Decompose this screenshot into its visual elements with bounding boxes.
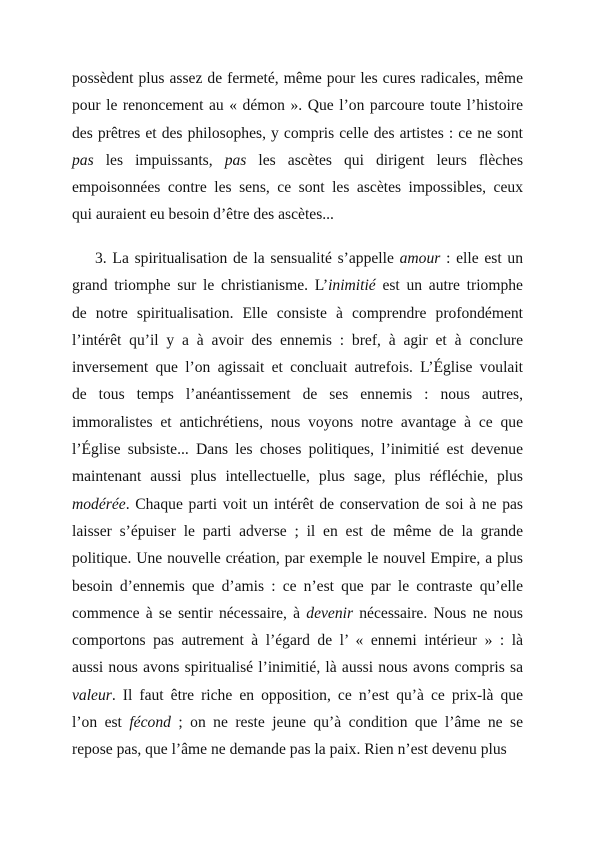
text-line: [72, 409, 523, 436]
text-run: : elle est un: [440, 250, 523, 267]
text-run: l’intérêt qu’il y a à avoir des ennemis : bref, à agir et à conclure: [72, 331, 523, 349]
text-line: [72, 573, 523, 600]
text-run: commence à se sentir nécessaire, à: [72, 604, 307, 622]
text-line: [72, 120, 523, 147]
text-run: maintenant aussi plus intellectuelle, plus sage, plus réfléchie, plus: [72, 468, 523, 486]
text-line: [72, 381, 523, 408]
emphasis-text: devenir: [306, 604, 354, 622]
emphasis-text: amour: [399, 250, 441, 267]
emphasis-text: inimitié: [328, 277, 376, 295]
text-run: de tous temps l’anéantissement de ses ennemis : nous autres,: [72, 386, 523, 404]
text-run: laisser s’épuiser le parti adverse ; il en est de même de la grande: [72, 522, 523, 540]
text-line: [72, 147, 523, 174]
text-run: empoisonnées contre les sens, ce sont les ascètes impossibles, ceux: [72, 179, 523, 197]
text-line: [72, 354, 523, 381]
text-run: repose pas, que l’âme ne demande pas la paix. Rien n’est devenu plus: [72, 741, 507, 759]
text-line: [72, 92, 523, 119]
text-line: [72, 245, 523, 272]
text-line: [72, 300, 523, 327]
text-run: immoralistes et antichrétiens, nous voyons notre avantage à ce que: [72, 413, 523, 431]
text-line: [72, 736, 523, 763]
text-line: [72, 201, 523, 228]
text-line: [72, 463, 523, 490]
text-run: inversement que l’on agissait et concluait autrefois. L’Église voulait: [72, 359, 523, 377]
emphasis-text: fécond: [129, 714, 171, 732]
text-run: aussi nous avons spiritualisé l’inimitié, là aussi nous avons compris sa: [72, 659, 523, 677]
emphasis-text: pas: [72, 151, 94, 169]
text-line: [72, 600, 523, 627]
text-line: [72, 654, 523, 681]
text-line: [72, 436, 523, 463]
text-line: [72, 709, 523, 736]
text-line: [72, 491, 523, 518]
text-line: [72, 545, 523, 572]
emphasis-text: valeur: [72, 686, 112, 704]
text-run: l’on est: [72, 714, 130, 732]
text-line: [72, 174, 523, 201]
text-line: [72, 272, 523, 299]
paragraph-1: [72, 65, 523, 229]
text-run: l’Église subsiste... Dans les choses politiques, l’inimitié est devenue: [72, 441, 523, 459]
text-run: les impuissants,: [93, 151, 225, 169]
paragraph-2: [72, 245, 523, 764]
text-run: est un autre triomphe: [375, 277, 523, 295]
text-line: [72, 327, 523, 354]
text-run: ; on ne reste jeune qu’à condition que l’âme ne se: [170, 714, 523, 732]
text-run: de notre spiritualisation. Elle consiste à comprendre profondément: [72, 304, 523, 322]
emphasis-text: modérée: [72, 495, 126, 513]
text-run: . Il faut être riche en opposition, ce n’est qu’à ce prix-là que: [111, 686, 523, 704]
text-run: comportons pas autrement à l’égard de l’ « ennemi intérieur » : là: [72, 632, 523, 650]
text-line: [72, 627, 523, 654]
text-run: pour le renoncement au « démon ». Que l’on parcoure toute l’histoire: [72, 97, 523, 115]
text-run: politique. Une nouvelle création, par exemple le nouvel Empire, a plus: [72, 550, 523, 568]
text-run: grand triomphe sur le christianisme. L’: [72, 277, 329, 295]
text-run: possèdent plus assez de fermeté, même pour les cures radicales, même: [72, 70, 523, 87]
emphasis-text: pas: [224, 151, 247, 169]
text-run: des prêtres et des philosophes, y compris celle des artistes : ce ne sont: [72, 124, 523, 142]
text-run: . Chaque parti voit un intérêt de conservation de soi à ne pas: [125, 495, 523, 513]
text-run: les ascètes qui dirigent leurs flèches: [246, 151, 524, 169]
text-run: 3. La spiritualisation de la sensualité s’appelle: [95, 250, 400, 267]
text-run: nécessaire. Nous ne nous: [353, 604, 523, 622]
text-line: [72, 682, 523, 709]
text-run: besoin d’ennemis que d’amis : ce n’est que par le contraste qu’elle: [72, 577, 523, 595]
text-run: qui auraient eu besoin d’être des ascètes...: [72, 206, 334, 224]
text-line: [72, 518, 523, 545]
text-line: [72, 65, 523, 92]
